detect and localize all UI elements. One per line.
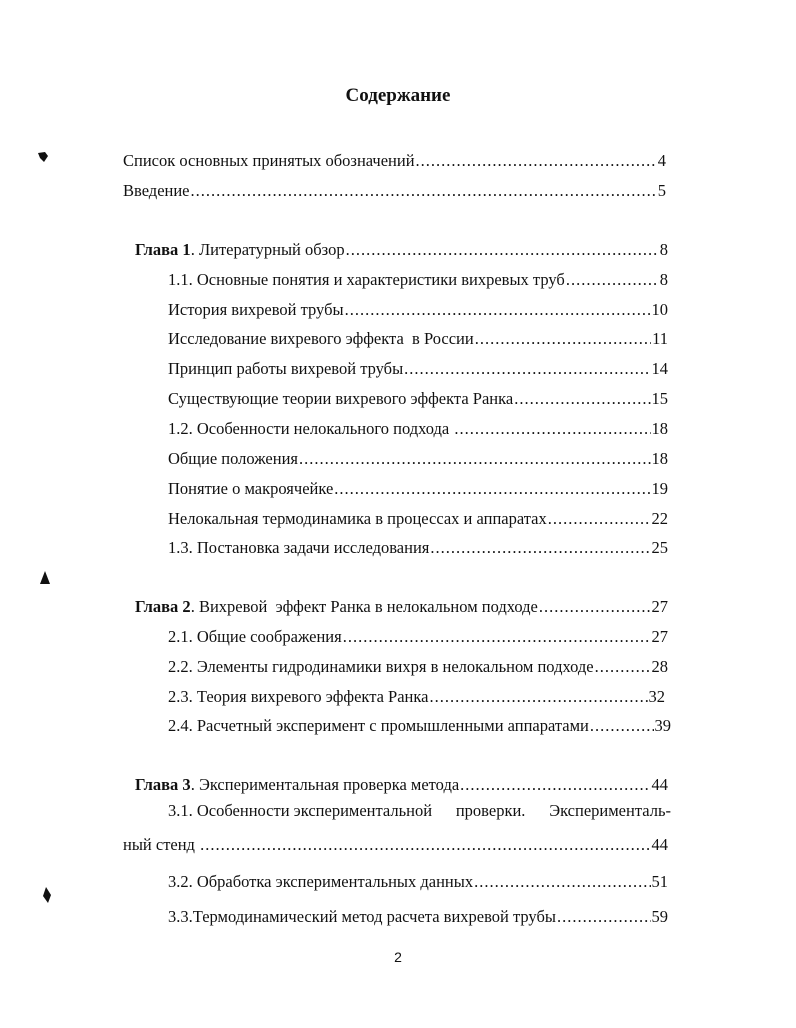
toc-page-number: 18 (651, 419, 668, 438)
dot-leader (404, 358, 650, 380)
toc-page-number: 18 (651, 449, 668, 468)
toc-page-number: 4 (657, 151, 666, 170)
toc-entry-label: 3.2. Обработка экспериментальных данных (168, 872, 474, 891)
toc-entry-label: Существующие теории вихревого эффекта Ранка (168, 389, 514, 408)
toc-page-number: 39 (654, 716, 671, 735)
toc-entry-label: 2.3. Теория вихревого эффекта Ранка (168, 687, 429, 706)
toc-entry-label: Список основных принятых обозначений (123, 151, 415, 170)
dot-leader (566, 269, 659, 291)
page-title: Содержание (345, 85, 451, 106)
toc-entry-label: . Литературный обзор (190, 240, 345, 259)
toc-entry-theories[interactable] (168, 388, 668, 410)
toc-page-number: 44 (651, 835, 668, 854)
dot-leader (460, 774, 650, 796)
dot-leader (590, 715, 654, 737)
toc-entry-label: История вихревой трубы (168, 300, 344, 319)
toc-entry-2-1[interactable] (168, 626, 668, 648)
dot-leader (548, 508, 651, 530)
toc-entry-label: 1.1. Основные понятия и характеристики вихревых труб (168, 270, 565, 289)
toc-entry-chapter-3[interactable] (135, 774, 668, 796)
dot-leader (595, 656, 651, 678)
dot-leader (514, 388, 650, 410)
toc-page-number: 44 (651, 775, 668, 794)
toc-entry-2-2[interactable] (168, 656, 668, 678)
toc-entry-label: 2.1. Общие соображения (168, 627, 342, 646)
toc-entry-research-russia[interactable] (168, 328, 668, 350)
dot-leader (474, 871, 650, 893)
toc-entry-3-1-line-2[interactable] (123, 834, 668, 856)
toc-entry-history[interactable] (168, 299, 668, 321)
toc-entry-3-3[interactable] (168, 906, 668, 928)
scan-speck-middle (38, 570, 52, 586)
toc-entry-2-3[interactable] (168, 686, 665, 708)
toc-page-number: 32 (648, 687, 665, 706)
toc-entry-macrocell[interactable] (168, 478, 668, 500)
toc-entry-label-part: 3.1. Особенности экспериментальной (168, 801, 433, 820)
toc-page-number: 8 (659, 270, 668, 289)
toc-page-number: 22 (651, 509, 668, 528)
dot-leader (334, 478, 650, 500)
toc-entry-label: Нелокальная термодинамика в процессах и аппаратах (168, 509, 547, 528)
toc-entry-label: Исследование вихревого эффекта в России (168, 329, 474, 348)
dot-leader (429, 686, 647, 708)
toc-page-number: 27 (651, 597, 668, 616)
toc-entry-3-1-line-1[interactable] (168, 800, 671, 822)
toc-page-number: 8 (659, 240, 668, 259)
toc-page-number: 25 (651, 538, 668, 557)
toc-entry-3-2[interactable] (168, 871, 668, 893)
toc-entry-introduction[interactable] (123, 180, 666, 202)
toc-entry-label: Понятие о макроячейке (168, 479, 334, 498)
dot-leader (345, 299, 651, 321)
toc-entry-1-3[interactable] (168, 537, 668, 559)
toc-entry-label-part: Эксперименталь- (549, 801, 671, 820)
scan-speck-top (36, 150, 50, 164)
dot-leader (200, 834, 650, 856)
toc-page-number: 5 (657, 181, 666, 200)
toc-page-number: 11 (652, 329, 668, 348)
toc-entry-general-provisions[interactable] (168, 448, 668, 470)
toc-entry-1-2[interactable] (168, 418, 668, 440)
toc-entry-symbols[interactable] (123, 150, 666, 172)
chapter-prefix: Глава 2 (135, 597, 191, 616)
toc-entry-nonlocal-thermo[interactable] (168, 508, 668, 530)
dot-leader (343, 626, 651, 648)
toc-page-number: 51 (651, 872, 668, 891)
dot-leader (430, 537, 650, 559)
dot-leader (454, 418, 650, 440)
dot-leader (299, 448, 651, 470)
toc-entry-label: . Вихревой эффект Ранка в нелокальном подходе (190, 597, 538, 616)
dot-leader (416, 150, 657, 172)
toc-entry-1-1[interactable] (168, 269, 668, 291)
toc-page-number: 59 (651, 907, 668, 926)
toc-entry-2-4[interactable] (168, 715, 671, 737)
toc-page-number: 27 (651, 627, 668, 646)
dot-leader (539, 596, 651, 618)
toc-entry-principle[interactable] (168, 358, 668, 380)
toc-entry-label: Общие положения (168, 449, 298, 468)
toc-entry-label: 1.3. Постановка задачи исследования (168, 538, 430, 557)
toc-entry-label: 2.2. Элементы гидродинамики вихря в нелокальном подходе (168, 657, 594, 676)
toc-entry-label: 3.3.Термодинамический метод расчета вихревой трубы (168, 907, 556, 926)
page-number: 2 (394, 949, 402, 965)
toc-entry-label: Введение (123, 181, 190, 200)
toc-entry-label: 2.4. Расчетный эксперимент с промышленными аппаратами (168, 716, 589, 735)
toc-page-number: 15 (651, 389, 668, 408)
toc-entry-chapter-2[interactable] (135, 596, 668, 618)
toc-entry-label: . Экспериментальная проверка метода (190, 775, 460, 794)
dot-leader (191, 180, 657, 202)
toc-entry-chapter-1[interactable] (135, 239, 668, 261)
toc-page-number: 10 (651, 300, 668, 319)
scan-speck-bottom (40, 886, 54, 904)
toc-entry-label-part: проверки. (455, 801, 526, 820)
toc-entry-label: Принцип работы вихревой трубы (168, 359, 404, 378)
toc-page-number: 28 (651, 657, 668, 676)
toc-page-number: 19 (651, 479, 668, 498)
toc-entry-label: ный стенд (123, 835, 200, 854)
dot-leader (475, 328, 651, 350)
dot-leader (557, 906, 651, 928)
chapter-prefix: Глава 3 (135, 775, 191, 794)
toc-page-number: 14 (651, 359, 668, 378)
toc-entry-label: 1.2. Особенности нелокального подхода (168, 419, 454, 438)
chapter-prefix: Глава 1 (135, 240, 191, 259)
dot-leader (346, 239, 659, 261)
